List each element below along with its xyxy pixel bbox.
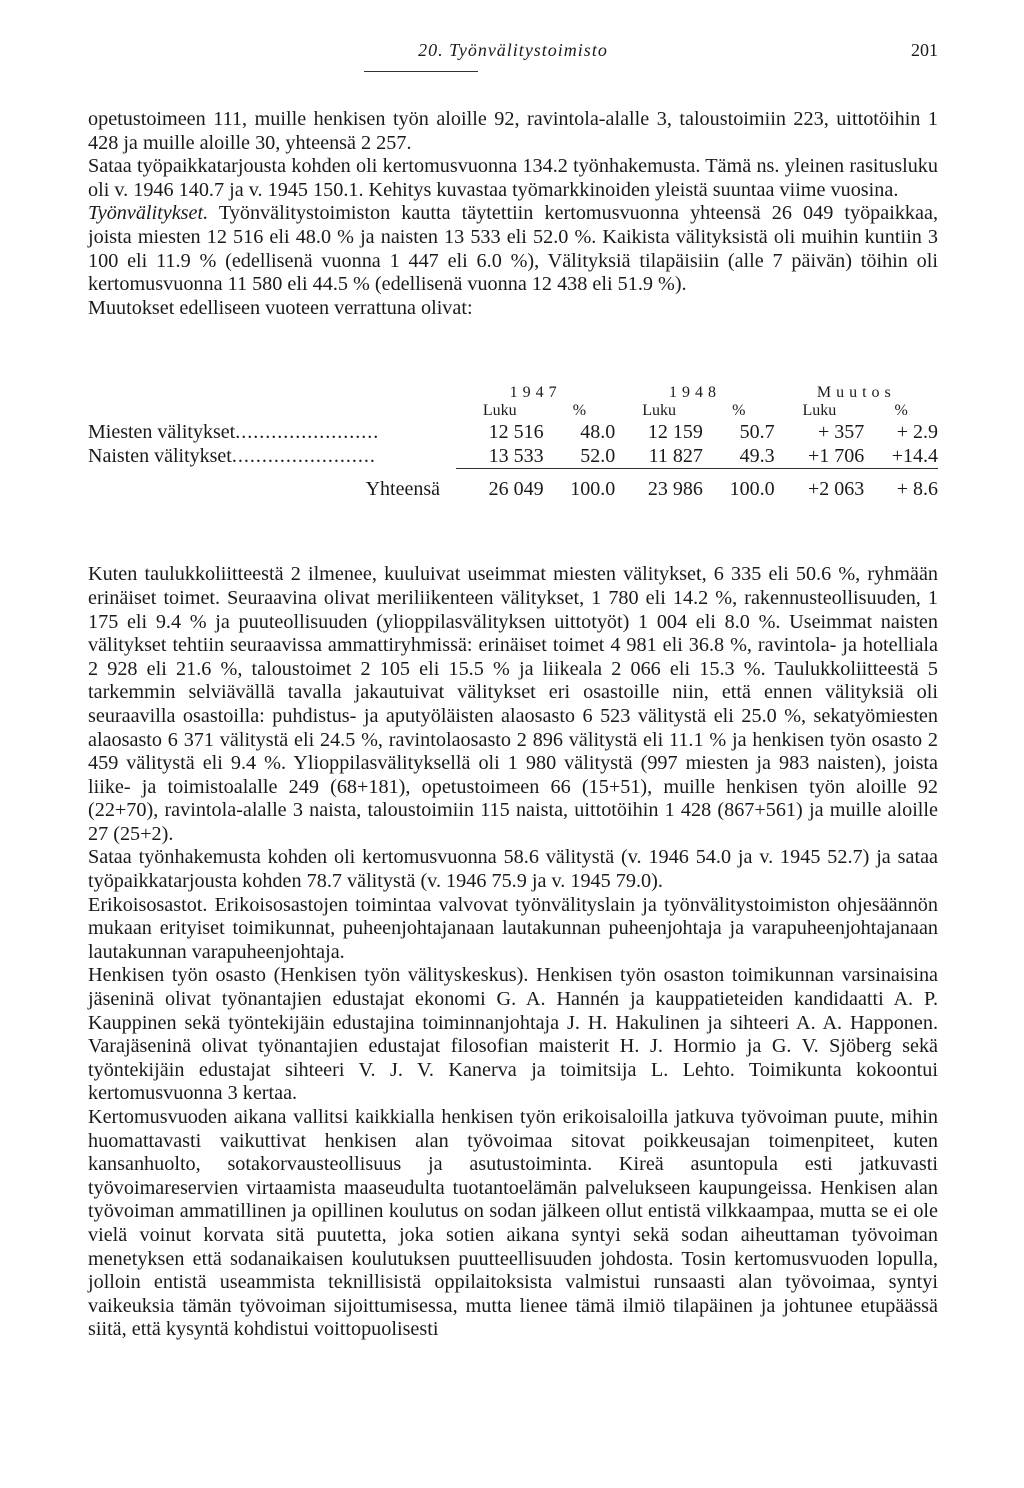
running-title: 20. Työnvälitystoimisto <box>418 40 608 60</box>
comparison-table <box>88 384 938 501</box>
table-year-header-row <box>88 384 938 402</box>
paragraph <box>88 964 938 1106</box>
table-cell: 50.7 <box>739 420 775 443</box>
table-cell: 48.0 <box>580 420 616 443</box>
column-header: Luku <box>802 402 837 420</box>
table-cell: 100.0 <box>570 477 616 500</box>
paragraph-text: Henkisen työn osaston toimikunnan varsinaisina jäseninä olivat työnantajien edustajat ekonomi G. A. Hannén ja kauppatieteiden kandidaatti A. P. Kauppinen sekä työntekijäin edustajina toiminnanjohtaja J. H. Hakulinen ja sihteeri A. A. Happonen. Varajäseninä olivat työnantajien edustajat filosofian maisterit H. J. Hormio ja G. V. Sjöberg sekä työntekijäin edustajat sihteeri V. J. V. Kanerva ja toimitsija L. Lehto. Toimikunta kokoontui kertomusvuonna 3 kertaa. <box>88 964 939 1105</box>
header-rule <box>364 71 478 72</box>
row-label: Naisten välitykset........................ <box>88 445 376 468</box>
year-header: 1948 <box>668 384 721 402</box>
body-section-1 <box>88 108 938 320</box>
table-cell: 11 827 <box>648 444 703 467</box>
table-cell: 52.0 <box>580 444 616 467</box>
table-total-row <box>88 469 938 501</box>
page-number: 201 <box>911 40 938 60</box>
table-cell: +14.4 <box>891 444 938 467</box>
total-label: Yhteensä <box>365 477 440 500</box>
table-cell: 12 516 <box>488 420 544 443</box>
section-heading: Erikoisosastot. <box>88 893 208 916</box>
table-row <box>88 444 938 469</box>
table-cell: 12 159 <box>647 420 703 443</box>
paragraph: Sataa työpaikkatarjousta kohden oli kertomusvuonna 134.2 työnhakemusta. Tämä ns. yleinen rasitusluku oli v. 1946 140.7 ja v. 1945 150.1. Kehitys kuvastaa työmarkkinoiden yleistä suuntaa viime vuosina. <box>88 155 938 201</box>
table-row <box>88 420 938 444</box>
body-section-2 <box>88 563 938 1342</box>
column-header: Luku <box>642 402 676 420</box>
row-label: Miesten välitykset........................ <box>88 420 380 443</box>
running-head <box>88 40 938 66</box>
column-header: % <box>572 402 587 420</box>
paragraph-text: Työnvälitystoimiston kautta täytettiin kertomusvuonna yhteensä 26 049 työpaikkaa, joista miesten 12 516 eli 48.0 % ja naisten 13 533 eli 52.0 %. Kaikista välityksistä oli muihin kuntiin 3 100 eli 11.9 % (edellisenä vuonna 1 447 eli 6.0 %), Välityksiä tilapäisiin (alle 7 päivän) töihin oli kertomusvuonna 11 580 eli 44.5 % (edellisenä vuonna 12 438 eli 51.9 %). <box>88 202 938 296</box>
column-header: % <box>732 402 746 420</box>
year-header: 1947 <box>509 384 562 402</box>
table-cell: +1 706 <box>807 444 865 467</box>
column-header: Luku <box>482 402 517 420</box>
table-cell: 23 986 <box>647 477 703 500</box>
paragraph: Sataa työnhakemusta kohden oli kertomusvuonna 58.6 välitystä (v. 1946 54.0 ja v. 1945 52.7) ja sataa työpaikkatarjousta kohden 78.7 välitystä (v. 1946 75.9 ja v. 1945 79.0). <box>88 846 938 893</box>
table-cell: +2 063 <box>807 477 865 500</box>
section-heading: Henkisen työn osasto (Henkisen työn välityskeskus). <box>88 964 529 987</box>
table-cell: 26 049 <box>488 477 544 500</box>
table-cell: 100.0 <box>729 477 775 500</box>
table-subheader-row <box>88 402 938 420</box>
document-page <box>88 40 938 1342</box>
year-header: Muutos <box>816 384 896 402</box>
paragraph <box>88 894 938 965</box>
section-heading: Työnvälitykset. <box>88 202 209 225</box>
table-cell: 49.3 <box>739 444 775 467</box>
table-cell: 13 533 <box>488 444 544 467</box>
paragraph: Muutokset edelliseen vuoteen verrattuna olivat: <box>88 296 473 319</box>
paragraph-text: Erikoisosastojen toimintaa valvovat työnvälityslain ja työnvälitystoimiston ohjesäännön mukaan erityiset toimikunnat, puheenjohtajanaan lautakunnan puheenjohtaja ja varapuheenjohtajanaan lautakunnan varapuheenjohtaja. <box>88 893 938 963</box>
column-header: % <box>894 402 908 420</box>
paragraph: Kertomusvuoden aikana vallitsi kaikkialla henkisen työn erikoisaloilla jatkuva työvoiman puute, mihin huomattavasti vaikuttivat henkisen alan työvoimaa sitovat poikkeusajan toimenpiteet, kuten kansanhuolto, sotakorvausteollisuus ja asutustoiminta. Kireä asuntopula esti jatkuvasti työvoimareservien virtaamista maaseudulta tuotantoelämän palvelukseen kaupungeissa. Henkisen alan työvoiman ammatillinen ja opillinen koulutus on sodan jälkeen ollut entistä vilkkaampaa, mutta se ei ole vielä voinut korvata sitä puutetta, joka sotien aikana syntyi sekä sodan aiheuttaman työvoiman menetyksen että sodanaikaisen koulutuksen puutteellisuuden johdosta. Tosin kertomusvuoden lopulla, jolloin entistä useammista teknillisistä oppilaitoksista valmistui runsaasti alan työvoimaa, syntyi vaikeuksia tämän työvoiman sijoittumisessa, mutta lienee tämä ilmiö tilapäinen ja johtunee etupäässä siitä, että kysyntä kohdistui voittopuolisesti <box>88 1106 938 1341</box>
table-cell: + 2.9 <box>896 420 938 443</box>
paragraph: opetustoimeen 111, muille henkisen työn aloille 92, ravintola-alalle 3, taloustoimiin 223, uittotöihin 1 428 ja muille aloille 30, yhteensä 2 257. <box>88 108 938 154</box>
paragraph <box>88 202 938 296</box>
table-cell: + 8.6 <box>896 477 938 500</box>
table-cell: + 357 <box>817 420 865 443</box>
paragraph: Kuten taulukkoliitteestä 2 ilmenee, kuuluivat useimmat miesten välitykset, 6 335 eli 50.6 %, ryhmään erinäiset toimet. Seuraavina olivat meriliikenteen välitykset, 1 780 eli 14.2 %, rakennusteollisuuden, 1 175 eli 9.4 % ja puuteollisuuden (ylioppilasvälityksen uittotyöt) 1 004 eli 8.0 %. Useimmat naisten välitykset tehtiin seuraavissa ammattiryhmissä: erinäiset toimet 4 981 eli 36.8 %, ravintola- ja hotelliala 2 928 eli 21.6 %, taloustoimet 2 105 eli 15.5 % ja liikeala 2 066 eli 15.3 %. Taulukkoliitteestä 5 tarkemmin selviävällä tavalla jakautuivat välitykset eri osastoille niin, että ennen välityksiä oli seuraavilla osastoilla: puhdistus- ja aputyöläisten alaosasto 6 523 välitystä eli 25.0 %, sekatyömiesten alaosasto 6 371 välitystä eli 24.5 %, ravintolaosasto 2 896 välitystä eli 11.1 % ja henkisen työn osasto 2 459 välitystä eli 9.4 %. Ylioppilasvälityksellä oli 1 980 välitystä (997 miesten ja 983 naisten), joista liike- ja toimistoalalle 249 (68+181), opetustoimeen 66 (15+51), muille henkisen työn aloille 92 (22+70), ravintola-alalle 3 naista, taloustoimiin 115 naista, uittotöihin 1 428 (867+561) ja muille aloille 27 (25+2). <box>88 563 938 845</box>
